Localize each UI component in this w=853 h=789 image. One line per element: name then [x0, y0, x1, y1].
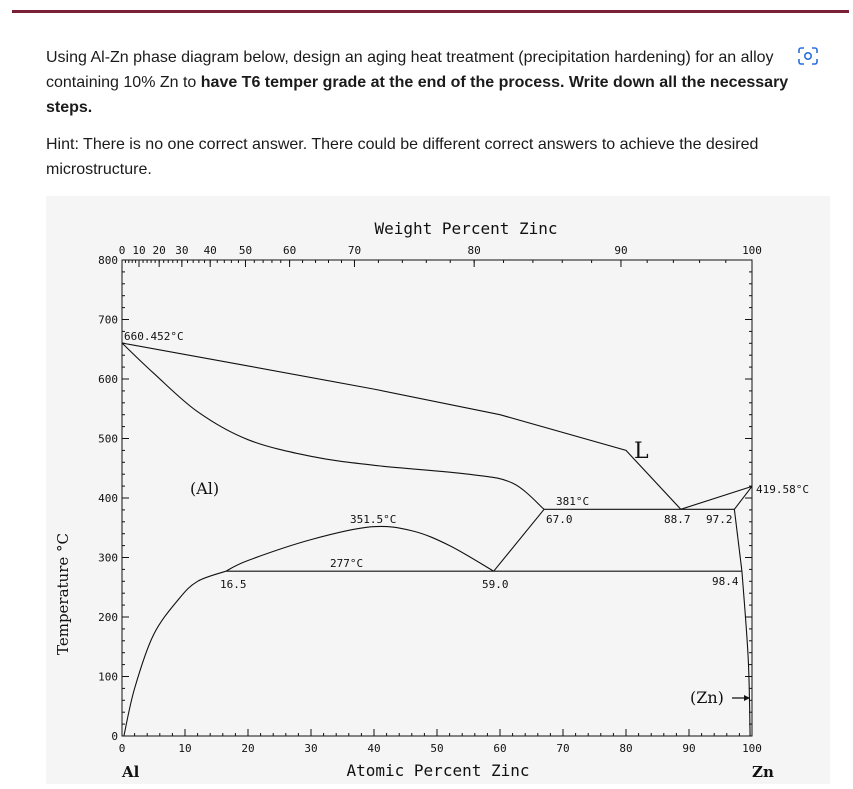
- top-tick-label: 70: [347, 244, 362, 257]
- bottom-tick-label: 100: [742, 742, 762, 755]
- label-al-melting: 660.452°C: [124, 330, 184, 343]
- boundary-solidus: [122, 343, 544, 509]
- element-label-zn: Zn: [752, 763, 774, 781]
- question-text: [46, 45, 826, 120]
- bottom-axis-title: Atomic Percent Zinc: [346, 761, 530, 780]
- zn-pointer-arrow: [732, 695, 750, 701]
- bottom-tick-label: 20: [241, 742, 255, 755]
- y-tick-label: 800: [98, 254, 118, 267]
- bottom-tick-label: 10: [178, 742, 192, 755]
- hint-text: Hint: There is no one correct answer. There could be different correct answers to achieve the desired microstructure.: [46, 136, 759, 178]
- y-tick-label: 0: [111, 730, 118, 743]
- label-comp-98-4: 98.4: [712, 575, 739, 588]
- top-tick-label: 20: [152, 244, 166, 257]
- question-emphasis: have T6 temper grade at the end of the process. Write down all the necessary steps.: [46, 74, 789, 116]
- plot-frame: [122, 260, 752, 736]
- visual-search-button[interactable]: [795, 44, 821, 68]
- top-tick-label: 60: [282, 244, 297, 257]
- question-intro: Using Al-Zn phase diagram below, design an aging heat treatment (precipitation hardening) for an alloy containing 10% Zn to: [46, 49, 774, 91]
- top-axis-title: Weight Percent Zinc: [374, 219, 558, 238]
- label-eutectic-temp: 381°C: [556, 495, 590, 508]
- boundary-al-solvus: [124, 571, 226, 736]
- top-tick-label: 30: [175, 244, 189, 257]
- phase-label-zn: (Zn): [690, 688, 724, 707]
- y-axis-title: Temperature °C: [54, 532, 72, 656]
- bottom-tick-label: 0: [118, 742, 126, 755]
- label-zn-melting: 419.58°C: [756, 483, 809, 496]
- bottom-tick-label: 70: [556, 742, 570, 755]
- phase-label-liquid: L: [634, 439, 649, 464]
- y-tick-label: 100: [98, 670, 118, 684]
- top-tick-label: 50: [238, 244, 253, 257]
- label-comp-67-0: 67.0: [546, 513, 573, 526]
- boundary-liquidus-right: [681, 486, 752, 509]
- top-tick-label: 0: [118, 244, 126, 257]
- bottom-tick-label: 50: [430, 742, 444, 755]
- bottom-tick-label: 30: [304, 742, 318, 755]
- y-tick-label: 700: [98, 313, 118, 327]
- phase-diagram-svg: [46, 196, 830, 784]
- top-tick-label: 100: [742, 244, 762, 257]
- boundary-zn-solvus-upper: [734, 509, 742, 571]
- phase-diagram-figure: [46, 196, 830, 784]
- visual-search-icon: [798, 47, 818, 65]
- top-tick-label: 10: [132, 244, 146, 257]
- label-comp-16-5: 16.5: [220, 578, 247, 591]
- top-tick-label: 40: [203, 244, 217, 257]
- element-label-al: Al: [122, 763, 140, 781]
- y-tick-label: 400: [98, 492, 118, 505]
- boundary-zn-solvus-lower: [742, 571, 750, 736]
- bottom-tick-label: 80: [619, 742, 633, 755]
- y-tick-label: 300: [98, 551, 118, 565]
- top-tick-label: 90: [614, 244, 628, 257]
- bottom-tick-label: 40: [367, 742, 381, 755]
- phase-label-al: (Al): [190, 479, 220, 498]
- boundary-monotectoid-right: [494, 509, 544, 571]
- label-eutectoid-temp: 277°C: [330, 557, 364, 570]
- bottom-tick-label: 90: [682, 742, 696, 755]
- top-accent-bar: [12, 10, 849, 13]
- top-tick-label: 80: [467, 244, 481, 257]
- bottom-tick-label: 60: [493, 742, 507, 755]
- label-comp-97-2: 97.2: [706, 513, 733, 526]
- label-monotectoid-peak: 351.5°C: [350, 513, 397, 526]
- label-comp-88-7: 88.7: [664, 513, 691, 526]
- y-tick-label: 200: [98, 611, 118, 624]
- label-comp-59-0: 59.0: [482, 578, 509, 591]
- y-tick-label: 500: [98, 432, 118, 446]
- y-tick-label: 600: [98, 373, 118, 386]
